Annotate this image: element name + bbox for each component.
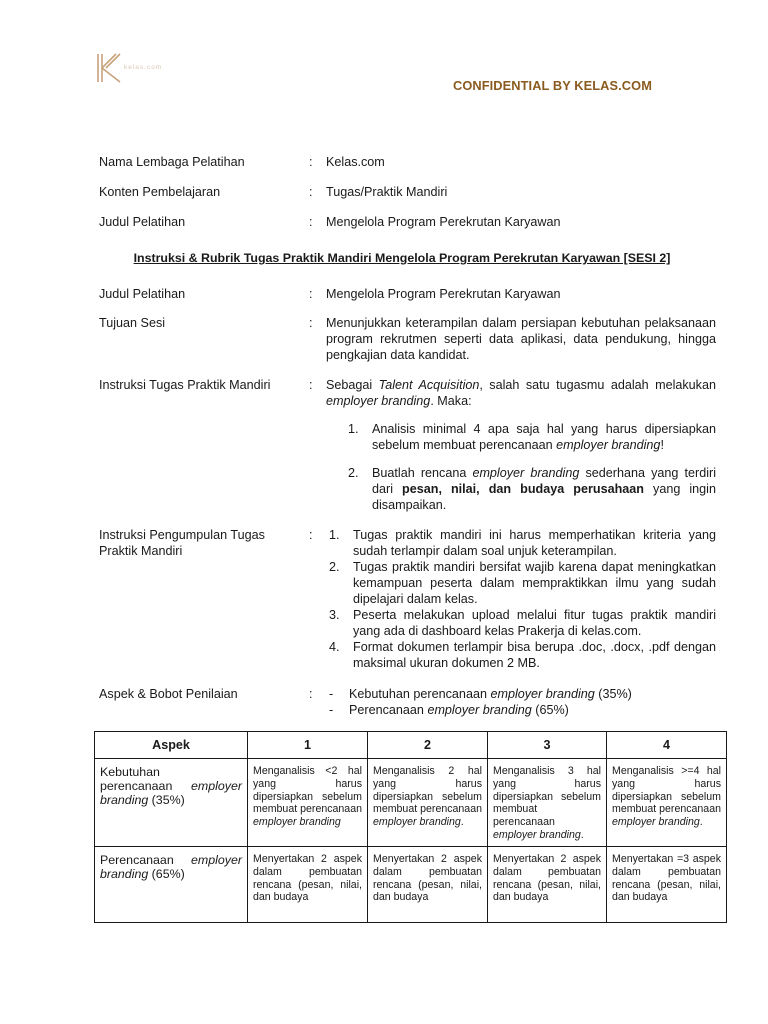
instruksi-list	[348, 421, 716, 513]
table-cell: Menyertakan 2 aspek dalam pembuatan rencana (pesan, nilai, dan budaya	[368, 847, 488, 923]
colon: :	[309, 378, 313, 392]
detail-label: Aspek & Bobot Penilaian	[99, 687, 238, 701]
info-label: Konten Pembelajaran	[99, 185, 221, 199]
section-title: Instruksi & Rubrik Tugas Praktik Mandiri Mengelola Program Perekrutan Karyawan [SESI 2]	[133, 251, 671, 265]
info-value: Kelas.com	[326, 155, 385, 169]
aspek-cell: Perencanaan employer branding (65%)	[95, 847, 248, 923]
table-cell: Menyertakan =3 aspek dalam pembuatan rencana (pesan, nilai, dan budaya	[607, 847, 727, 923]
table-header-row	[95, 732, 727, 759]
table-row	[95, 759, 727, 847]
info-value: Tugas/Praktik Mandiri	[326, 185, 448, 199]
list-item: 4. Format dokumen terlampir bisa berupa .doc, .docx, .pdf dengan maksimal ukuran dokumen 2 MB.	[329, 640, 716, 670]
detail-label: Tujuan Sesi	[99, 316, 166, 330]
list-item: - Perencanaan employer branding (65%)	[329, 703, 569, 717]
list-item: 1. Tugas praktik mandiri ini harus memperhatikan kriteria yang sudah terlampir dalam soal unjuk keterampilan.	[329, 528, 716, 558]
aspek-cell: Kebutuhan perencanaan employer branding (35%)	[95, 759, 248, 847]
table-cell: Menganalisis >=4 hal yang harus dipersiapkan sebelum membuat perencanaan employer branding.	[607, 759, 727, 847]
detail-label: Instruksi Pengumpulan Tugas Praktik Mandiri	[99, 528, 265, 558]
info-label: Nama Lembaga Pelatihan	[99, 155, 245, 169]
confidential-label: CONFIDENTIAL BY KELAS.COM	[453, 78, 652, 93]
column-header: Aspek	[95, 732, 248, 759]
column-header: 2	[368, 732, 488, 759]
colon: :	[309, 287, 313, 301]
detail-value: Menunjukkan keterampilan dalam persiapan kebutuhan pelaksanaan program rekrutmen seperti data aplikasi, data pendukung, hingga pengkajian data kandidat.	[326, 316, 716, 362]
colon: :	[309, 687, 313, 701]
k-logo-icon	[96, 52, 124, 84]
column-header: 1	[248, 732, 368, 759]
table-cell: Menganalisis 2 hal yang harus dipersiapkan sebelum membuat perencanaan employer branding.	[368, 759, 488, 847]
table-cell: Menyertakan 2 aspek dalam pembuatan rencana (pesan, nilai, dan budaya	[248, 847, 368, 923]
table-cell: Menganalisis 3 hal yang harus dipersiapkan sebelum membuat perencanaan employer branding.	[488, 759, 607, 847]
table-cell: Menganalisis <2 hal yang harus dipersiapkan sebelum membuat perencanaan employer branding	[248, 759, 368, 847]
kelas-logo	[96, 52, 186, 84]
instruksi-intro: Sebagai Talent Acquisition, salah satu tugasmu adalah melakukan employer branding. Maka:	[326, 378, 716, 408]
table-row	[95, 847, 727, 923]
detail-value: Mengelola Program Perekrutan Karyawan	[326, 287, 561, 301]
aspek-list	[325, 686, 716, 718]
colon: :	[309, 185, 313, 199]
colon: :	[309, 215, 313, 229]
column-header: 4	[607, 732, 727, 759]
detail-label: Judul Pelatihan	[99, 287, 186, 301]
info-label: Judul Pelatihan	[99, 215, 186, 229]
logo-wordmark: kelas.com	[124, 64, 163, 71]
pengumpulan-list	[329, 527, 716, 671]
colon: :	[309, 316, 313, 330]
column-header: 3	[488, 732, 607, 759]
colon: :	[309, 155, 313, 169]
rubric-table	[94, 731, 727, 923]
list-item: 2. Buatlah rencana employer branding sederhana yang terdiri dari pesan, nilai, dan budaya perusahaan yang ingin disampaikan.	[348, 466, 716, 512]
info-value: Mengelola Program Perekrutan Karyawan	[326, 215, 561, 229]
table-cell: Menyertakan 2 aspek dalam pembuatan rencana (pesan, nilai, dan budaya	[488, 847, 607, 923]
list-item: 2. Tugas praktik mandiri bersifat wajib karena dapat meningkatkan kemampuan peserta dalam mempraktikkan ilmu yang sudah dipelajari dalam kelas.	[329, 560, 716, 606]
list-item: - Kebutuhan perencanaan employer branding (35%)	[329, 687, 632, 701]
colon: :	[309, 528, 313, 542]
list-item: 1. Analisis minimal 4 apa saja hal yang harus dipersiapkan sebelum membuat perencanaan employer branding!	[348, 422, 716, 452]
list-item: 3. Peserta melakukan upload melalui fitur tugas praktik mandiri yang ada di dashboard kelas Prakerja di kelas.com.	[329, 608, 716, 638]
detail-label: Instruksi Tugas Praktik Mandiri	[99, 378, 271, 392]
